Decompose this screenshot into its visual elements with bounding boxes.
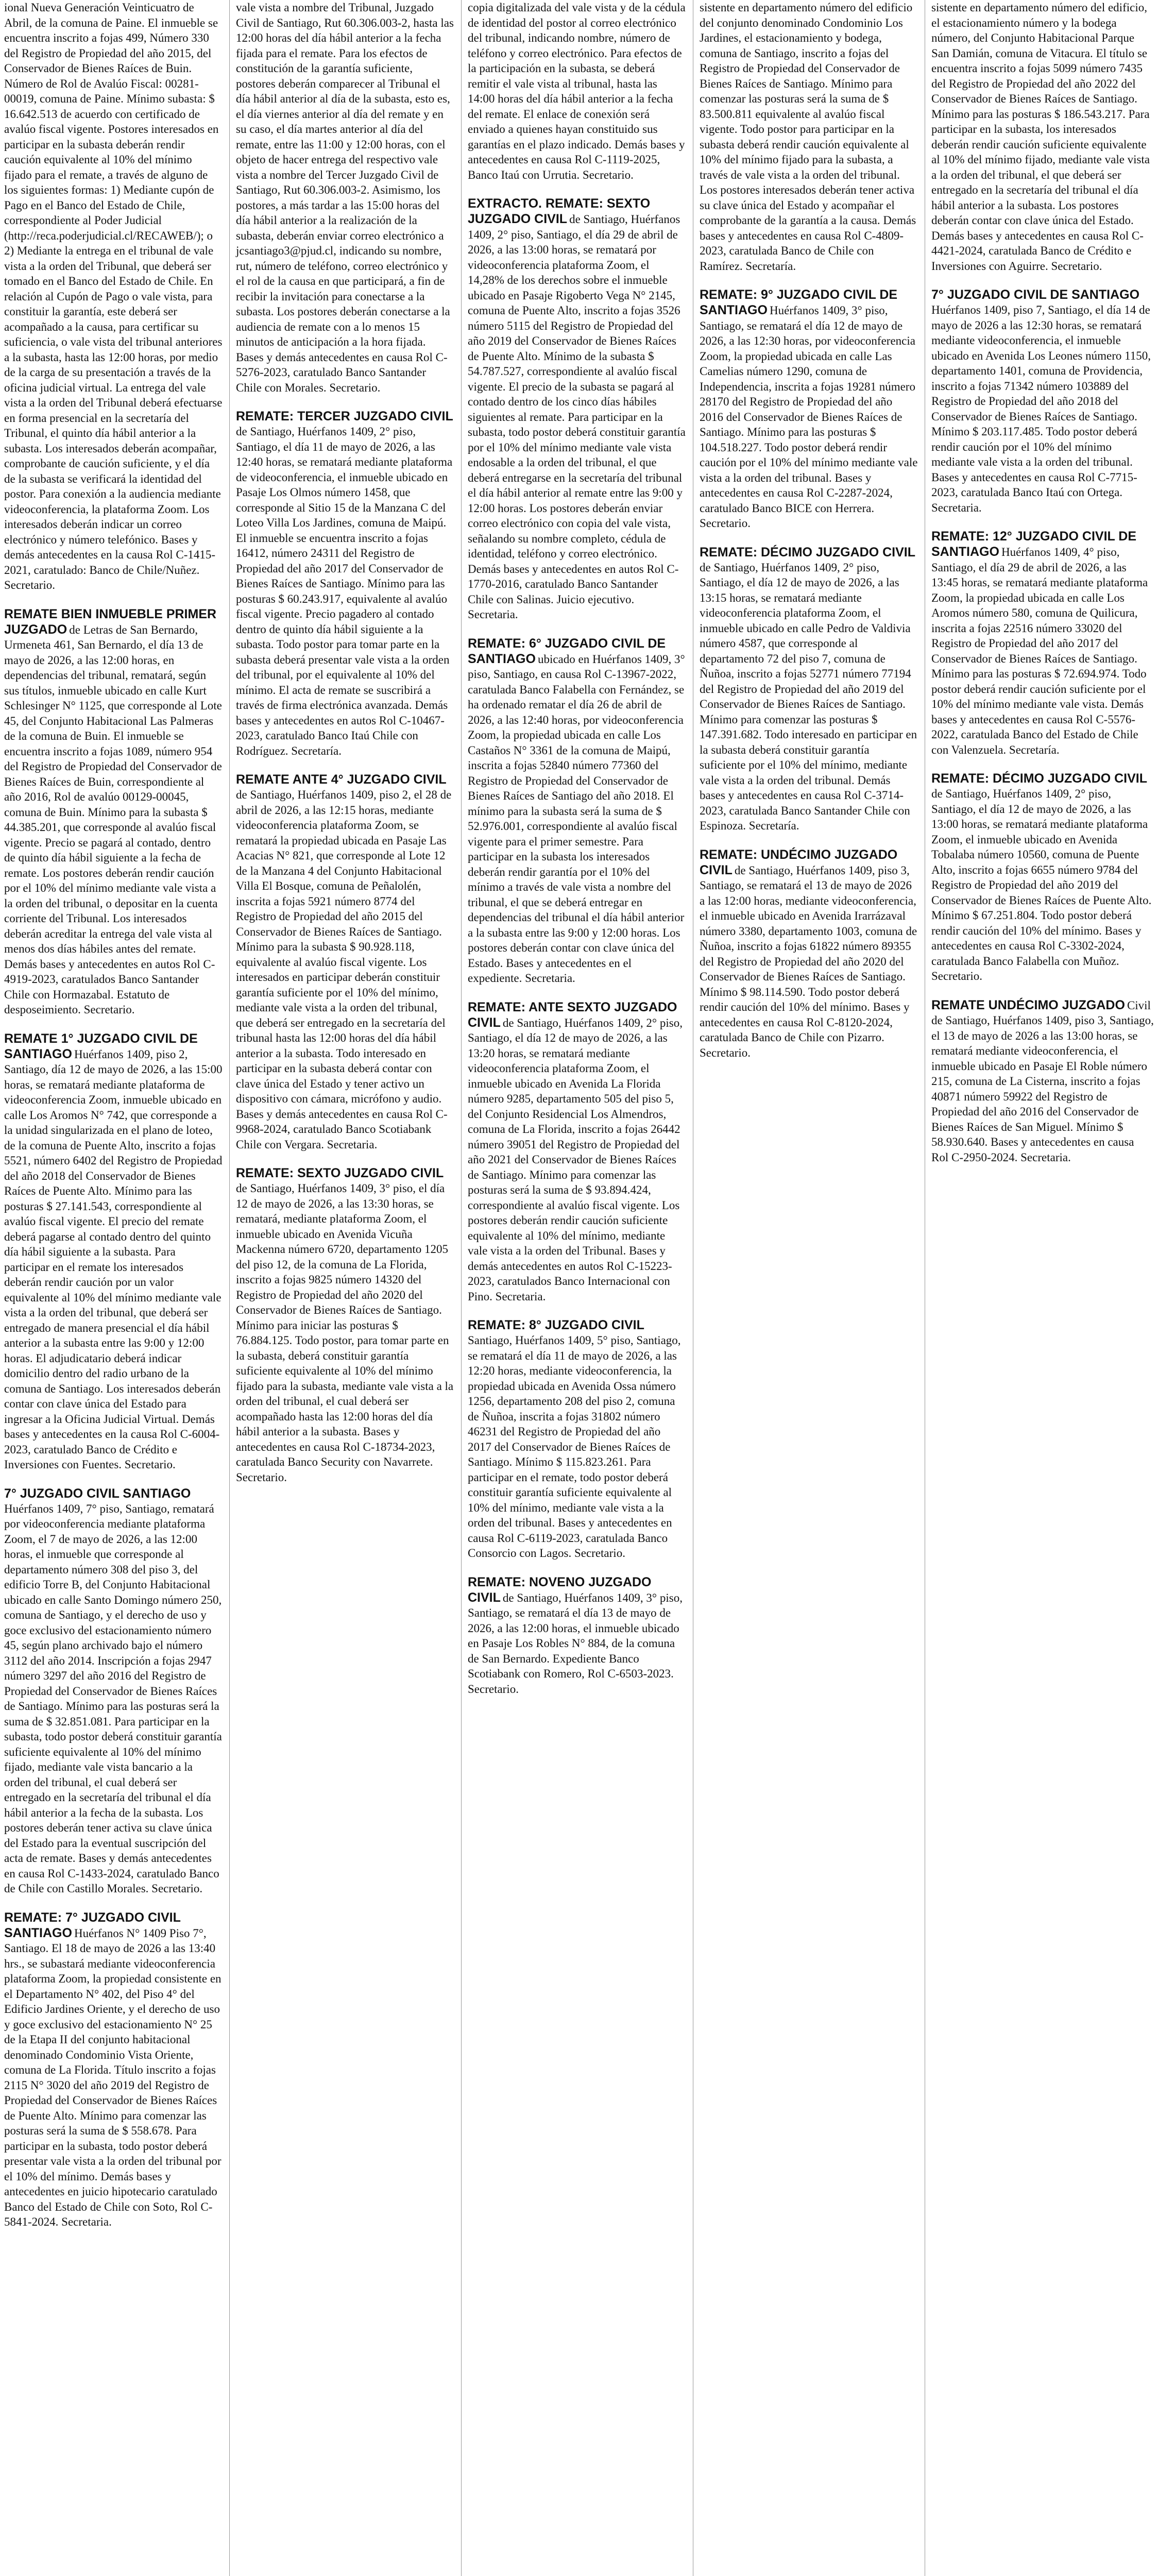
legal-notice <box>931 771 1154 984</box>
notice-title: REMATE: TERCER JUZGADO CIVIL <box>236 409 453 423</box>
notice-title: REMATE UNDÉCIMO JUZGADO <box>931 997 1125 1012</box>
notice-paragraph <box>700 0 918 274</box>
notice-text: sistente en departamento número del edificio del conjunto denominado Condominio Los Jardines, el estacionamiento y bodega, comuna de Santiago, inscrito a fojas del Registro de Propiedad del Conservador de Bienes Raíces de Santiago. Mínimo para comenzar las posturas será la suma de $ 83.500.811 equivalente al avalúo fiscal vigente. Todo postor para participar en la subasta deberá rendir caución equivalente al 10% del mínimo fijado para la subasta, a través de vale vista a la orden del tribunal. Los postores interesados deberán tener activa su clave única del Estado y acompañar el comprobante de la garantía a la causa. Demás bases y antecedentes en causa Rol C-4809-2023, caratulada Banco de Chile con Ramírez. Secretaría. <box>700 1 916 273</box>
notice-text: vale vista a nombre del Tribunal, Juzgado Civil de Santiago, Rut 60.306.003-2, hasta las 12:00 horas del día hábil anterior a la fecha fijada para el remate. Para los efectos de constitución de la garantía suficiente, postores deberán comparecer al Tribunal el día hábil anterior al día de la subasta, esto es, el día viernes anterior al día del remate y en su caso, el día martes anterior al día del remate, entre las 11:00 y 12:00 horas, con el objeto de hacer entrega del respectivo vale vista a nombre del Tercer Juzgado Civil de Santiago, Rut 60.306.003-2. Asimismo, los postores, a más tardar a las 15:00 horas del día hábil anterior a la realización de la subasta, deberán enviar correo electrónico a jcsantiago3@pjud.cl, indicando su nombre, rut, número de teléfono, correo electrónico y el rol de la causa en que participará, a fin de recibir la invitación para conectarse a la subasta. Los postores deberán conectarse a la audiencia de remate con a lo menos 15 minutos de anticipación a la hora fijada. Bases y demás antecedentes en causa Rol C-5276-2023, caratulado Banco Santander Chile con Morales. Secretario. <box>236 1 454 394</box>
notice-text: Huérfanos 1409, piso 7, Santiago, el día 14 de mayo de 2026 a las 12:30 horas, se rematará mediante videoconferencia, el inmueble ubicado en Avenida Los Leones número 1150, departamento 1401, comuna de Providencia, inscrito a fojas 71342 número 103889 del Registro de Propiedad del año 2018 del Conservador de Bienes Raíces de Santiago. Mínimo $ 203.117.485. Todo postor deberá rendir caución por el 10% del mínimo mediante vale vista a la orden del tribunal. Bases y antecedentes en causa Rol C-7715-2023, caratulada Banco Itaú con Ortega. Secretaria. <box>931 303 1151 514</box>
notice-title: REMATE 1° JUZGADO CIVIL DE SANTIAGO <box>4 1031 198 1061</box>
notice-paragraph <box>468 196 686 622</box>
notice-text: de Santiago, Huérfanos 1409, 2° piso, Santiago, el día 12 de mayo de 2026, a las 13:00 horas, se rematará mediante plataforma Zoom, el inmueble ubicado en Avenida Tobalaba número 10560, comuna de Puente Alto, inscrito a fojas 6655 número 9784 del Registro de Propiedad del año 2019 del Conservador de Bienes Raíces de Puente Alto. Mínimo $ 67.251.804. Todo postor deberá rendir caución del 10% del mínimo. Bases y antecedentes en causa Rol C-3302-2024, caratulada Banco Falabella con Muñoz. Secretario. <box>931 787 1152 982</box>
notice-paragraph <box>931 287 1154 515</box>
notice-text: Huérfanos 1409, piso 2, Santiago, día 12 de mayo de 2026, a las 15:00 horas, se rematará mediante plataforma de videoconferencia Zoom, inmueble ubicado en calle Los Aromos N° 742, que corresponde a la unidad singularizada en el plano de loteo, de la comuna de Puente Alto, inscrito a fojas 5521, número 6402 del Registro de Propiedad del año 2018 del Conservador de Bienes Raíces de Puente Alto. Mínimo para las posturas $ 27.141.543, correspondiente al avalúo fiscal vigente. El precio del remate deberá pagarse al contado dentro del quinto día hábil siguiente a la subasta. Para participar en el remate los interesados deberán rendir caución por un valor equivalente al 10% del mínimo mediante vale vista a la orden del tribunal, que deberá ser entregado de manera presencial el día hábil anterior a la subasta entre las 9:00 y 12:00 horas. El adjudicatario deberá indicar domicilio dentro del radio urbano de la comuna de Santiago. Los interesados deberán contar con clave única del Estado para ingresar a la Oficina Judicial Virtual. Demás bases y antecedentes en la causa Rol C-6004-2023, caratulado Banco de Crédito e Inversiones con Fuentes. Secretario. <box>4 1047 223 1471</box>
notice-paragraph <box>700 545 918 834</box>
notice-title: REMATE: 8° JUZGADO CIVIL <box>468 1318 644 1332</box>
notice-text: Huérfanos 1409, 7° piso, Santiago, rematará por videoconferencia mediante plataforma Zoom, el 7 de mayo de 2026, a las 12:00 horas, el inmueble que corresponde al departamento número 308 del piso 3, del edificio Torre B, del Conjunto Habitacional ubicado en calle Santo Domingo número 250, comuna de Santiago, y el derecho de uso y goce exclusivo del estacionamiento número 45, según plano archivado bajo el número 3112 del año 2014. Inscripción a fojas 2947 número 3297 del año 2016 del Registro de Propiedad del Conservador de Bienes Raíces de Santiago. Mínimo para las posturas será la suma de $ 32.851.081. Para participar en la subasta, todo postor deberá constituir garantía suficiente equivalente al 10% del mínimo fijado, mediante vale vista bancario a la orden del tribunal, el cual deberá ser entregado en la secretaría del tribunal el día hábil anterior a la fecha de la subasta. Los postores deberán tener activa su clave única del Estado para la eventual suscripción del acta de remate. Bases y demás antecedentes en causa Rol C-1433-2024, caratulado Banco de Chile con Castillo Morales. Secretario. <box>4 1502 222 1895</box>
notice-text: de Santiago, Huérfanos 1409, 3° piso, Santiago, se rematará el día 13 de mayo de 2026, a las 12:00 horas, el inmueble ubicado en Pasaje Los Robles N° 884, de la comuna de San Bernardo. Expediente Banco Scotiabank con Romero, Rol C-6503-2023. Secretario. <box>468 1591 683 1696</box>
notice-paragraph <box>468 1317 686 1561</box>
notice-paragraph <box>468 1574 686 1697</box>
notice-title: 7° JUZGADO CIVIL DE SANTIAGO <box>931 287 1140 302</box>
notice-text: de Santiago, Huérfanos 1409, piso 3, Santiago, se rematará el 13 de mayo de 2026 a las 12:00 horas, mediante videoconferencia, el inmueble ubicado en Avenida Irarrázaval número 3380, departamento 1003, comuna de Ñuñoa, inscrito a fojas 61822 número 89355 del Registro de Propiedad del año 2020 del Conservador de Bienes Raíces de Santiago. Mínimo $ 98.114.590. Todo postor deberá rendir caución del 10% del mínimo. Bases y antecedentes en causa Rol C-8120-2024, caratulada Banco de Chile con Pizarro. Secretario. <box>700 863 917 1059</box>
legal-notice <box>468 636 686 986</box>
legal-notice <box>468 1317 686 1561</box>
notice-paragraph <box>4 0 223 593</box>
legal-notice <box>700 0 918 274</box>
column-1 <box>0 0 227 2576</box>
notice-title: REMATE: DÉCIMO JUZGADO CIVIL <box>931 771 1147 786</box>
notice-text: Santiago, Huérfanos 1409, 5° piso, Santiago, se rematará el día 11 de mayo de 2026, a las 12:20 horas, mediante videoconferencia, la propiedad ubicada en Avenida Ossa número 1256, departamento 208 del piso 2, comuna de Ñuñoa, inscrita a fojas 31802 número 46231 del Registro de Propiedad del año 2017 del Conservador de Bienes Raíces de Santiago. Mínimo $ 115.823.261. Para participar en el remate, todo postor deberá constituir garantía suficiente equivalente al 10% del mínimo, mediante vale vista a la orden del tribunal. Bases y antecedentes en causa Rol C-6119-2023, caratulada Banco Consorcio con Lagos. Secretario. <box>468 1334 681 1560</box>
legal-notice <box>4 1031 223 1472</box>
notice-paragraph <box>931 997 1154 1165</box>
notice-text: de Letras de San Bernardo, Urmeneta 461, San Bernardo, el día 13 de mayo de 2026, a las 12:00 horas, en dependencias del tribunal, rematará, según sus títulos, inmueble ubicado en calle Kurt Schlesinger N° 1125, que corresponde al Lote 45, del Conjunto Habitacional Las Palmeras de la comuna de Buin. El inmueble se encuentra inscrito a fojas 1089, número 954 del Registro de Propiedad del Conservador de Bienes Raíces de Buin, correspondiente al año 2016, Rol de avalúo 00129-00045, comuna de Buin. Mínimo para la subasta $ 44.385.201, que corresponde al avalúo fiscal vigente. Precio se pagará al contado, dentro de quinto día hábil siguiente a la fecha de remate. Los postores deberán rendir caución por el 10% del mínimo mediante vale vista a la orden del tribunal, o depositar en la cuenta corriente del Tribunal. Los interesados deberán acreditar la entrega del vale vista al menos dos días hábiles antes del remate. Demás bases y antecedentes en autos Rol C-4919-2023, caratulados Banco Santander Chile con Hormazabal. Estatuto de desposeimiento. Secretario. <box>4 623 222 1016</box>
notice-title: REMATE: UNDÉCIMO JUZGADO CIVIL <box>700 847 898 877</box>
notice-title: REMATE: SEXTO JUZGADO CIVIL <box>236 1166 444 1180</box>
column-2 <box>232 0 458 2576</box>
notice-paragraph <box>4 1910 223 2230</box>
notice-title: REMATE: 7° JUZGADO CIVIL SANTIAGO <box>4 1910 181 1940</box>
notice-text: de Santiago, Huérfanos 1409, 2° piso, Santiago, el día 29 de abril de 2026, a las 13:00 horas, se rematará por videoconferencia plataforma Zoom, el 14,28% de los derechos sobre el inmueble ubicado en Pasaje Rigoberto Vega N° 2145, comuna de Puente Alto, inscrito a fojas 3526 número 5115 del Registro de Propiedad del año 2019 del Conservador de Bienes Raíces de Puente Alto. Mínimo de la subasta $ 54.787.527, correspondiente al avalúo fiscal vigente. El precio de la subasta se pagará al contado dentro de los cinco días hábiles siguientes al remate. Para participar en la subasta, todo postor deberá constituir garantía por el 10% del mínimo mediante vale vista endosable a la orden del tribunal, el que deberá entregarse en la secretaría del tribunal el día hábil anterior al remate entre las 9:00 y 12:00 horas. Los postores deberán enviar correo electrónico con copia del vale vista, señalando su nombre completo, cédula de identidad, teléfono y correo electrónico. Demás bases y antecedentes en autos Rol C-1770-2016, caratulado Banco Santander Chile con Salinas. Juicio ejecutivo. Secretaria. <box>468 213 686 621</box>
legal-notice <box>931 997 1154 1165</box>
column-divider <box>229 0 230 2576</box>
legal-notice <box>468 0 686 182</box>
legal-notice <box>700 545 918 834</box>
notice-text: ional Nueva Generación Veinticuatro de Abril, de la comuna de Paine. El inmueble se encuentra inscrito a fojas 499, Número 330 del Registro de Propiedad del año 2015, del Conservador de Bienes Raíces de Buin. Número de Rol de Avalúo Fiscal: 00281-00019, comuna de Paine. Mínimo subasta: $ 16.642.513 de acuerdo con certificado de avalúo fiscal vigente. Postores interesados en participar en la subasta deberán rendir caución equivalente al 10% del mínimo fijado para el remate, a través de alguno de los siguientes formas: 1) Mediante cupón de Pago en el Banco del Estado de Chile, correspondiente al Poder Judicial (http://reca.poderjudicial.cl/RECAWEB/); o 2) Mediante la entrega en el tribunal de vale vista a la orden del Tribunal, que deberá ser tomado en el Banco del Estado de Chile. En relación al Cupón de Pago o vale vista, para constituir la garantía, este deberá ser acompañado a la causa, para certificar su suficiencia, o vale vista del tribunal anteriores a la subasta, hasta las 12:00 horas, por medio de la carga de su presentación a través de la oficina judicial virtual. La entrega del vale vista a la orden del Tribunal deberá efectuarse en forma presencial en la secretaría del Tribunal, el quinto día hábil anterior a la subasta. Los interesados deberán acompañar, comprobante de caución suficiente, y el día de la subasta se verificará la identidad del postor. Para conexión a la audiencia mediante videoconferencia, la plataforma Zoom. Los interesados deberán indicar un correo electrónico y número telefónico. Bases y demás antecedentes en la causa Rol C-1415-2021, caratulado: Banco de Chile/Nuñez. Secretario. <box>4 1 223 591</box>
legal-notice <box>700 287 918 531</box>
notice-title: REMATE BIEN INMUEBLE PRIMER JUZGADO <box>4 606 217 637</box>
notice-title: 7° JUZGADO CIVIL SANTIAGO <box>4 1486 191 1501</box>
notice-text: Huérfanos 1409, 4° piso, Santiago, el día 29 de abril de 2026, a las 13:45 horas, se rematará mediante plataforma Zoom, la propiedad ubicada en calle Los Aromos número 580, comuna de Quilicura, inscrita a fojas 22516 número 33020 del Registro de Propiedad del año 2017 del Conservador de Bienes Raíces de Santiago. Mínimo para las posturas $ 72.694.974. Todo postor deberá rendir caución suficiente por el 10% del mínimo mediante vale vista. Demás bases y antecedentes en causa Rol C-5576-2022, caratulada Banco del Estado de Chile con Valenzuela. Secretaría. <box>931 546 1148 756</box>
notice-text: sistente en departamento número del edificio, el estacionamiento número y la bodega número, del Conjunto Habitacional Parque San Damián, comuna de Vitacura. El título se encuentra inscrito a fojas 5099 número 7435 del Registro de Propiedad del año 2022 del Conservador de Bienes Raíces de Santiago. Mínimo para las posturas $ 186.543.217. Para participar en la subasta, los interesados deberán rendir caución suficiente equivalente al 10% del mínimo fijado, mediante vale vista a la orden del tribunal, el que deberá ser entregado en la secretaría del tribunal el día hábil anterior a la subasta. Los postores deberán contar con clave única del Estado. Demás bases y antecedentes en causa Rol C-4421-2024, caratulada Banco de Crédito e Inversiones con Aguirre. Secretario. <box>931 1 1150 273</box>
notice-text: de Santiago, Huérfanos 1409, 2° piso, Santiago, el día 12 de mayo de 2026, a las 13:15 horas, se rematará mediante videoconferencia plataforma Zoom, el inmueble ubicado en calle Pedro de Valdivia número 4587, que corresponde al departamento 72 del piso 7, comuna de Ñuñoa, inscrito a fojas 52771 número 77194 del Registro de Propiedad del año 2019 del Conservador de Bienes Raíces de Santiago. Mínimo para comenzar las posturas $ 147.391.682. Todo interesado en participar en la subasta deberá constituir garantía suficiente por el 10% del mínimo, mediante vale vista a la orden del tribunal. Demás bases y antecedentes en causa Rol C-3714-2023, caratulada Banco Santander Chile con Espinoza. Secretaría. <box>700 561 917 832</box>
notice-paragraph <box>931 0 1154 274</box>
notice-text: Huérfanos 1409, 3° piso, Santiago, se rematará el día 12 de mayo de 2026, a las 12:30 horas, por videoconferencia Zoom, la propiedad ubicada en calle Las Camelias número 1290, comuna de Independencia, inscrita a fojas 19281 número 28170 del Registro de Propiedad del año 2016 del Conservador de Bienes Raíces de Santiago. Mínimo para las posturas $ 104.518.227. Todo postor deberá rendir caución por el 10% del mínimo mediante vale vista a la orden del tribunal. Bases y antecedentes en causa Rol C-2287-2024, caratulado Banco BICE con Herrera. Secretario. <box>700 304 918 530</box>
notice-title: EXTRACTO. REMATE: SEXTO JUZGADO CIVIL <box>468 196 651 226</box>
legal-notice <box>931 0 1154 274</box>
notice-paragraph <box>236 772 454 1152</box>
legal-notice <box>236 0 454 395</box>
column-4 <box>695 0 922 2576</box>
legal-notice <box>4 0 223 593</box>
notice-text: Civil de Santiago, Huérfanos 1409, piso 3, Santiago, el 13 de mayo de 2026 a las 13:00 horas, se rematará mediante videoconferencia, el inmueble ubicado en Pasaje El Roble número 215, comuna de La Cisterna, inscrito a fojas 40871 número 59922 del Registro de Propiedad del año 2016 del Conservador de Bienes Raíces de San Miguel. Mínimo $ 58.930.640. Bases y antecedentes en causa Rol C-2950-2024. Secretaria. <box>931 998 1154 1164</box>
notice-text: de Santiago, Huérfanos 1409, 2° piso, Santiago, el día 11 de mayo de 2026, a las 12:40 horas, se rematará mediante plataforma de videoconferencia, el inmueble ubicado en Pasaje Los Olmos número 1458, que corresponde al Sitio 15 de la Manzana C del Loteo Villa Los Jardines, comuna de Maipú. El inmueble se encuentra inscrito a fojas 16412, número 24311 del Registro de Propiedad del año 2017 del Conservador de Bienes Raíces de Santiago. Mínimo para las posturas $ 60.243.917, equivalente al avalúo fiscal vigente. Precio pagadero al contado dentro de quinto día hábil siguiente a la subasta. Todo postor para tomar parte en la subasta deberá presentar vale vista a la orden del tribunal, por el equivalente al 10% del mínimo. El acta de remate se suscribirá a través de firma electrónica avanzada. Demás bases y antecedentes en autos Rol C-10467-2023, caratulado Banco Itaú Chile con Rodríguez. Secretaría. <box>236 425 453 757</box>
notice-text: ubicado en Huérfanos 1409, 3° piso, Santiago, en causa Rol C-13967-2022, caratulada Banco Falabella con Fernández, se ha ordenado rematar el día 26 de abril de 2026, a las 12:40 horas, por videoconferencia Zoom, la propiedad ubicada en calle Los Castaños N° 3361 de la comuna de Maipú, inscrita a fojas 52840 número 77360 del Registro de Propiedad del Conservador de Bienes Raíces de Santiago del año 2018. El mínimo para la subasta será la suma de $ 52.976.001, correspondiente al avalúo fiscal vigente para el primer semestre. Para participar en la subasta los interesados deberán rendir garantía por el 10% del mínimo a través de vale vista a nombre del tribunal, el que se deberá entregar en dependencias del tribunal el día hábil anterior a la subasta entre las 9:00 y 12:00 horas. Los postores deberán contar con clave única del Estado. Bases y antecedentes en el expediente. Secretaria. <box>468 652 685 985</box>
notice-title: REMATE: 9° JUZGADO CIVIL DE SANTIAGO <box>700 287 898 317</box>
notice-text: de Santiago, Huérfanos 1409, 2° piso, Santiago, el día 12 de mayo de 2026, a las 13:20 horas, se rematará mediante videoconferencia plataforma Zoom, el inmueble ubicado en Avenida La Florida número 9285, departamento 505 del piso 5, del Conjunto Residencial Los Almendros, comuna de La Florida, inscrito a fojas 26442 número 39051 del Registro de Propiedad del año 2021 del Conservador de Bienes Raíces de Santiago. Mínimo para comenzar las posturas será la suma de $ 93.894.424, correspondiente al avalúo fiscal vigente. Los postores deberán rendir caución suficiente equivalente al 10% del mínimo, mediante vale vista a la orden del Tribunal. Bases y demás antecedentes en autos Rol C-15223-2023, caratulados Banco Internacional con Pino. Secretaria. <box>468 1016 683 1303</box>
notice-title: REMATE: DÉCIMO JUZGADO CIVIL <box>700 545 915 560</box>
notice-title: REMATE ANTE 4° JUZGADO CIVIL <box>236 772 447 787</box>
column-3 <box>464 0 690 2576</box>
notice-paragraph <box>700 847 918 1061</box>
notice-paragraph <box>468 636 686 986</box>
notice-text: Huérfanos N° 1409 Piso 7°, Santiago. El 18 de mayo de 2026 a las 13:40 hrs., se subastará mediante videoconferencia plataforma Zoom, la propiedad consistente en el Departamento N° 402, del Piso 4° del Edificio Jardines Oriente, y el derecho de uso y goce exclusivo del estacionamiento N° 25 de la Etapa II del conjunto habitacional denominado Condominio Vista Oriente, comuna de La Florida. Título inscrito a fojas 2115 N° 3020 del año 2019 del Registro de Propiedad del Conservador de Bienes Raíces de Puente Alto. Mínimo para comenzar las posturas será la suma de $ 558.678. Para participar en la subasta, todo postor deberá presentar vale vista a la orden del tribunal por el 10% del mínimo. Demás bases y antecedentes en juicio hipotecario caratulado Banco del Estado de Chile con Soto, Rol C-5841-2024. Secretaria. <box>4 1926 222 2228</box>
notice-paragraph <box>931 771 1154 984</box>
notice-title: REMATE: ANTE SEXTO JUZGADO CIVIL <box>468 999 677 1030</box>
column-divider <box>461 0 462 2576</box>
notice-paragraph <box>931 529 1154 757</box>
legal-notice <box>468 1574 686 1697</box>
notice-paragraph <box>700 287 918 531</box>
notice-title: REMATE: 12° JUZGADO CIVIL DE SANTIAGO <box>931 529 1137 559</box>
notice-text: copia digitalizada del vale vista y de la cédula de identidad del postor al correo electrónico del tribunal, indicando nombre, número de teléfono y correo electrónico. Para efectos de la participación en la subasta, se deberá remitir el vale vista al tribunal, hasta las 14:00 horas del día hábil anterior a la fecha del remate. El enlace de conexión será enviado a quienes hayan constituido sus garantías en el plazo indicado. Demás bases y antecedentes en causa Rol C-1119-2025, Banco Itaú con Urrutia. Secretario. <box>468 1 686 181</box>
notice-paragraph <box>236 0 454 395</box>
legal-notice <box>931 529 1154 757</box>
notice-paragraph <box>468 999 686 1304</box>
notice-paragraph <box>468 0 686 182</box>
column-5 <box>927 0 1158 2576</box>
notice-paragraph <box>4 1486 223 1896</box>
notice-paragraph <box>236 409 454 758</box>
notice-paragraph <box>4 606 223 1018</box>
notice-paragraph <box>236 1165 454 1485</box>
legal-notice <box>468 999 686 1304</box>
legal-notice <box>931 287 1154 515</box>
legal-notice <box>700 847 918 1061</box>
notice-title: REMATE: NOVENO JUZGADO CIVIL <box>468 1574 652 1605</box>
notice-title: REMATE: 6° JUZGADO CIVIL DE SANTIAGO <box>468 636 666 666</box>
notice-text: de Santiago, Huérfanos 1409, 3° piso, el día 12 de mayo de 2026, a las 13:30 horas, se rematará, mediante plataforma Zoom, el inmueble ubicado en Avenida Vicuña Mackenna número 6720, departamento 1205 del piso 12, de la comuna de La Florida, inscrito a fojas 9825 número 14320 del Registro de Propiedad del año 2020 del Conservador de Bienes Raíces de Santiago. Mínimo para iniciar las posturas $ 76.884.125. Todo postor, para tomar parte en la subasta, deberá constituir garantía suficiente equivalente al 10% del mínimo fijado para la subasta, mediante vale vista a la orden del tribunal, el cual deberá ser acompañado hasta las 12:00 horas del día hábil anterior a la subasta. Bases y antecedentes en causa Rol C-18734-2023, caratulada Banco Security con Navarrete. Secretario. <box>236 1182 454 1484</box>
legal-notice <box>4 606 223 1018</box>
legal-notice <box>4 1486 223 1896</box>
legal-notice <box>468 196 686 622</box>
legal-notice <box>4 1910 223 2230</box>
notice-text: de Santiago, Huérfanos 1409, piso 2, el 28 de abril de 2026, a las 12:15 horas, mediante videoconferencia plataforma Zoom, se rematará la propiedad ubicada en Pasaje Las Acacias N° 821, que corresponde al Lote 12 de la Manzana 4 del Conjunto Habitacional Villa El Bosque, comuna de Peñalolén, inscrita a fojas 5921 número 8774 del Registro de Propiedad del año 2015 del Conservador de Bienes Raíces de Santiago. Mínimo para la subasta $ 90.928.118, equivalente al avalúo fiscal vigente. Los interesados en participar deberán constituir garantía suficiente por el 10% del mínimo, mediante vale vista a la orden del tribunal, que deberá ser entregado en la secretaría del tribunal hasta las 12:00 horas del día hábil anterior a la subasta. Todo interesado en participar en la subasta deberá contar con clave única del Estado y tener activo un dispositivo con cámara, micrófono y audio. Bases y demás antecedentes en causa Rol C-9968-2024, caratulado Banco Scotiabank Chile con Vergara. Secretaria. <box>236 788 452 1151</box>
legal-notice <box>236 772 454 1152</box>
legal-notice <box>236 1165 454 1485</box>
notice-paragraph <box>4 1031 223 1472</box>
legal-notice <box>236 409 454 758</box>
